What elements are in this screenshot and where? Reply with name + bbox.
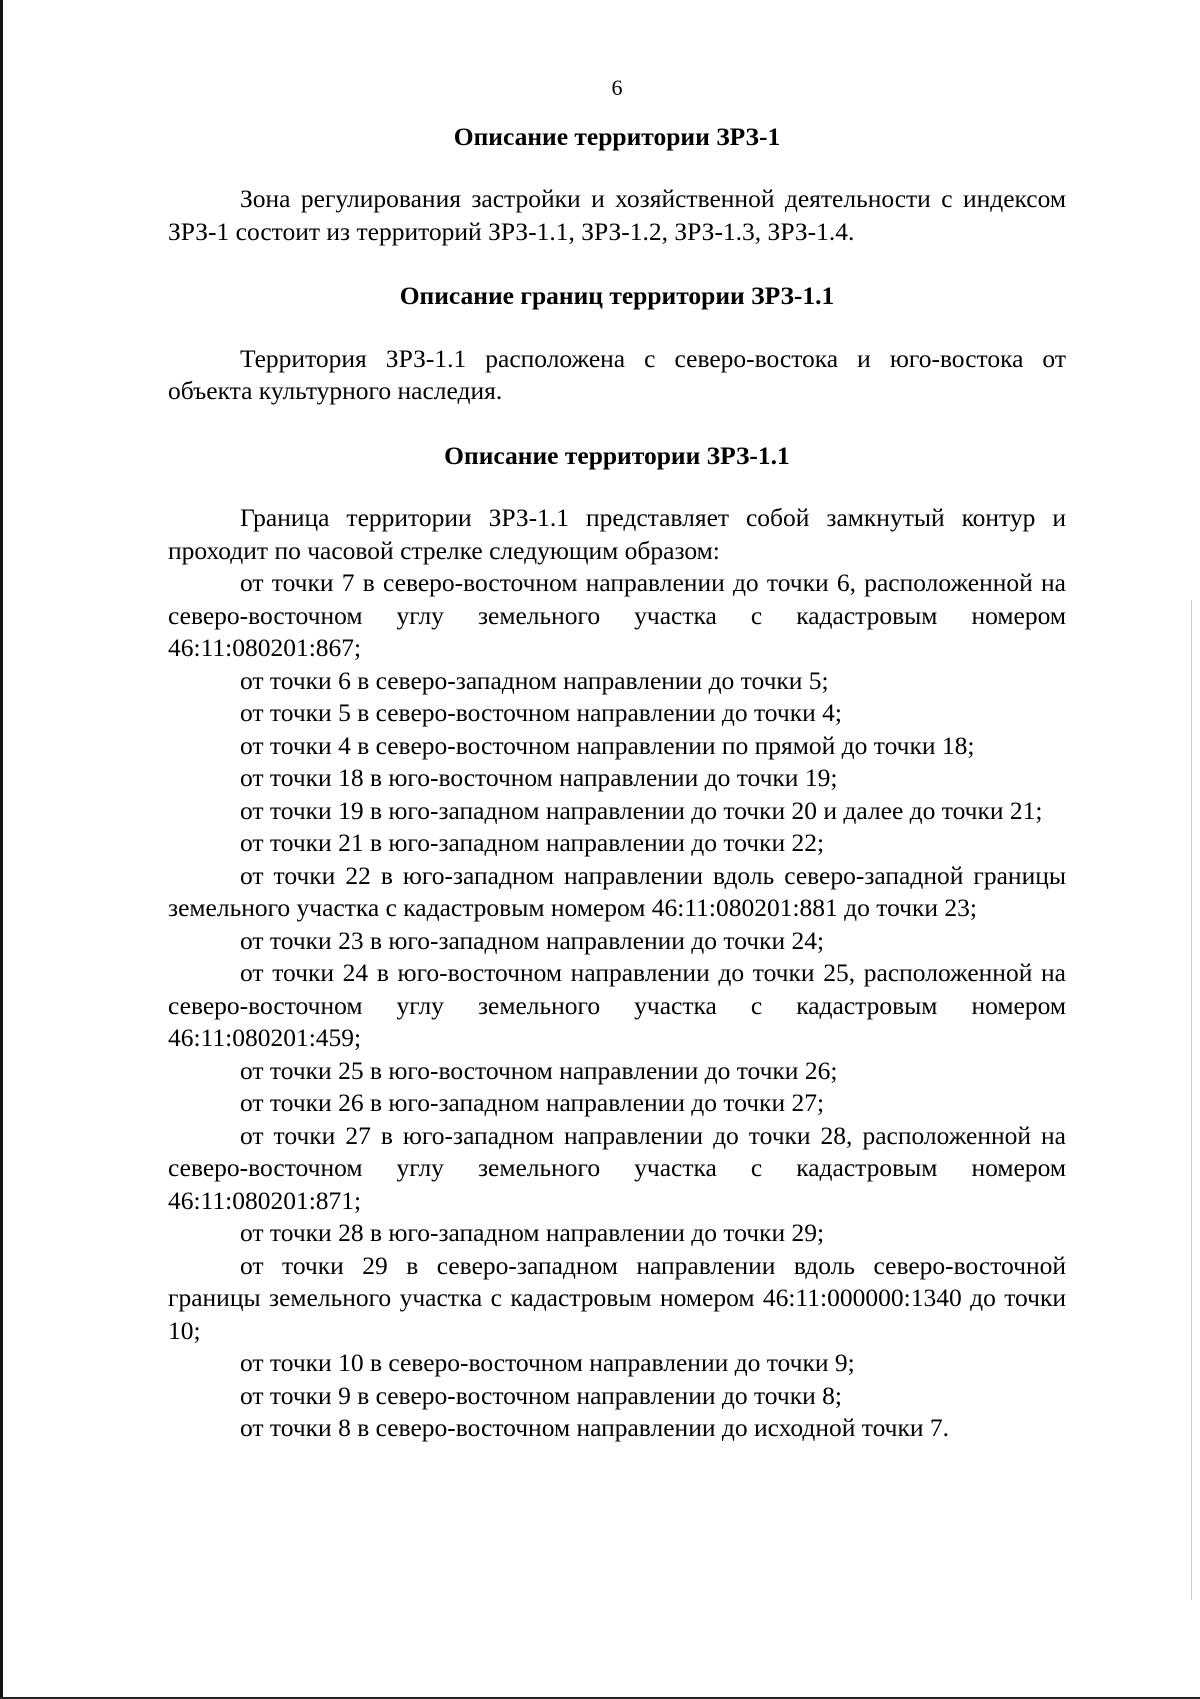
boundary-item: от точки 28 в юго-западном направлении до точки 29; (240, 1218, 825, 1247)
boundary-item: от точки 18 в юго-восточном направлении до точки 19; (240, 763, 838, 792)
boundary-item: от точки 26 в юго-западном направлении до точки 27; (240, 1088, 825, 1117)
page-number: 6 (611, 75, 623, 100)
boundary-item: от точки 5 в северо-восточном направлении до точки 4; (240, 698, 842, 727)
paragraph-zrz1-1-location: Территория ЗРЗ-1.1 расположена с северо-востока и юго-востока от объекта культурного наследия. (168, 343, 1066, 405)
document-page (168, 72, 1066, 1445)
boundary-item: от точки 6 в северо-западном направлении до точки 5; (240, 665, 829, 695)
boundary-item: от точки 25 в юго-восточном направлении до точки 26; (240, 1055, 838, 1085)
boundary-item: от точки 7 в северо-восточном направлении до точки 6, расположенной на северо-восточном углу земельного участка с кадастровым номером 46:11:080201:867; (168, 568, 1066, 662)
boundary-item: от точки 8 в северо-восточном направлении до исходной точки 7. (240, 1413, 950, 1442)
boundary-item: от точки 22 в юго-западном направлении вдоль северо-западной границы земельного участка с кадастровым номером 46:11:080201:881 до точки 23; (168, 860, 1066, 922)
paragraph-boundary-intro: Граница территории ЗРЗ-1.1 представляет собой замкнутый контур и проходит по часовой стрелке следующим образом: (168, 503, 1066, 565)
boundary-item: от точки 24 в юго-восточном направлении до точки 25, расположенной на северо-восточном углу земельного участка с кадастровым номером 46:11:080201:459; (168, 958, 1066, 1052)
boundary-item: от точки 21 в юго-западном направлении до точки 22; (240, 828, 825, 857)
boundary-item: от точки 19 в юго-западном направлении до точки 20 и далее до точки 21; (240, 795, 1043, 825)
boundary-item: от точки 29 в северо-западном направлении вдоль северо-восточной границы земельного участка с кадастровым номером 46:11:000000:1340 до точки 10; (168, 1250, 1066, 1345)
heading-zrz1-description: Описание территории ЗРЗ-1 (453, 121, 781, 151)
boundary-item: от точки 27 в юго-западном направлении до точки 28, расположенной на северо-восточном углу земельного участка с кадастровым номером 46:11:080201:871; (168, 1120, 1066, 1215)
heading-zrz1-1-boundaries: Описание границ территории ЗРЗ-1.1 (399, 281, 835, 310)
paragraph-zrz1-composition: Зона регулирования застройки и хозяйственной деятельности с индексом ЗРЗ-1 состоит из территорий ЗРЗ-1.1, ЗРЗ-1.2, ЗРЗ-1.3, ЗРЗ-1.4. (168, 184, 1066, 246)
scan-right-edge (1191, 600, 1192, 1600)
scan-left-edge (0, 0, 3, 1699)
boundary-item: от точки 9 в северо-восточном направлении до точки 8; (240, 1380, 842, 1410)
boundary-item: от точки 10 в северо-восточном направлении до точки 9; (240, 1348, 855, 1377)
heading-zrz1-1-description: Описание территории ЗРЗ-1.1 (444, 440, 790, 470)
boundary-item: от точки 4 в северо-восточном направлении по прямой до точки 18; (240, 730, 975, 760)
boundary-item: от точки 23 в юго-западном направлении до точки 24; (240, 925, 825, 955)
